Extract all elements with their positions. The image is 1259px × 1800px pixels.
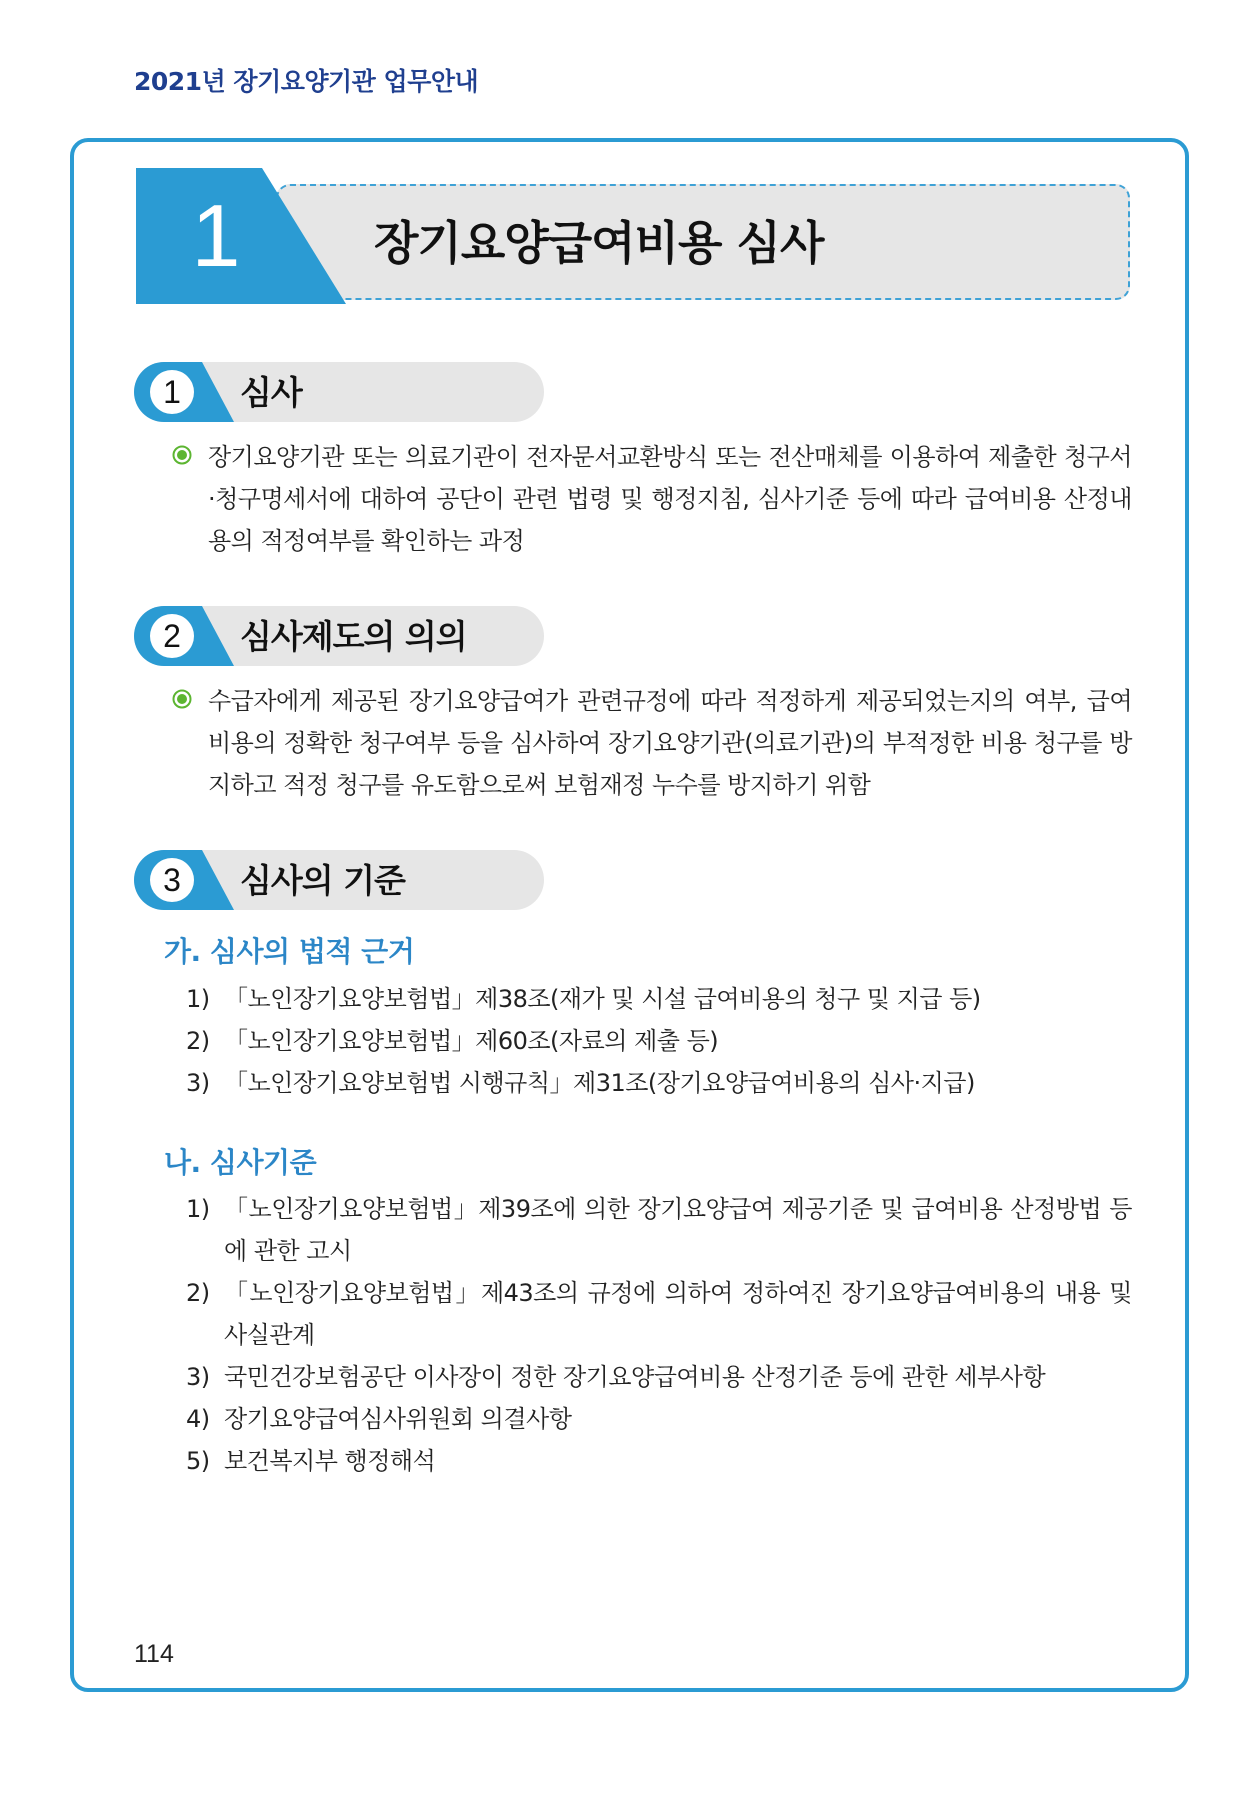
- section-heading-1: [134, 362, 544, 422]
- running-header: 2021년 장기요양기관 업무안내: [134, 67, 479, 96]
- paragraph-text: 장기요양기관 또는 의료기관이 전자문서교환방식 또는 전산매체를 이용하여 제출한 청구서·청구명세서에 대하여 공단이 관련 법령 및 행정지침, 심사기준 등에 따라 급여비용 산정내용의 적정여부를 확인하는 과정: [208, 443, 1132, 555]
- paragraph-text: 수급자에게 제공된 장기요양급여가 관련규정에 따라 적정하게 제공되었는지의 여부, 급여비용의 정확한 청구여부 등을 심사하여 장기요양기관(의료기관)의 부적정한 비용 청구를 방지하고 적정 청구를 유도함으로써 보험재정 누수를 방지하기 위함: [208, 687, 1132, 799]
- bullet-circle-icon: [172, 445, 192, 465]
- section-heading-3: [134, 850, 544, 910]
- section-number: 1: [150, 370, 194, 414]
- section-number: 2: [150, 614, 194, 658]
- list-item-text: 보건복지부 행정해석: [224, 1447, 436, 1475]
- chapter-number: 1: [191, 186, 241, 285]
- list-item-number: 3): [186, 1363, 210, 1391]
- list-item-number: 5): [186, 1447, 210, 1475]
- list-item-number: 1): [186, 1195, 210, 1223]
- list-item-text: 「노인장기요양보험법」제39조에 의한 장기요양급여 제공기준 및 급여비용 산정방법 등에 관한 고시: [224, 1195, 1132, 1265]
- section-title: 심사제도의 의의: [240, 617, 467, 656]
- section-heading-2: [134, 606, 544, 666]
- chapter-banner: [136, 168, 1132, 304]
- list-item-text: 「노인장기요양보험법 시행규칙」제31조(장기요양급여비용의 심사·지급): [224, 1069, 975, 1097]
- page-number: 114: [134, 1640, 174, 1668]
- list-item-text: 국민건강보험공단 이사장이 정한 장기요양급여비용 산정기준 등에 관한 세부사항: [224, 1363, 1046, 1391]
- list-item-text: 「노인장기요양보험법」제60조(자료의 제출 등): [224, 1027, 719, 1055]
- subsection-heading-review-criteria: 나. 심사기준: [164, 1146, 317, 1179]
- subsection-heading-legal-basis: 가. 심사의 법적 근거: [164, 935, 415, 968]
- list-item-number: 2): [186, 1027, 210, 1055]
- chapter-title: 장기요양급여비용 심사: [374, 216, 824, 270]
- bullet-circle-icon: [172, 689, 192, 709]
- list-item-text: 「노인장기요양보험법」제38조(재가 및 시설 급여비용의 청구 및 지급 등): [224, 985, 981, 1013]
- list-item-text: 장기요양급여심사위원회 의결사항: [224, 1405, 572, 1433]
- list-item-text: 「노인장기요양보험법」제43조의 규정에 의하여 정하여진 장기요양급여비용의 내용 및 사실관계: [224, 1279, 1132, 1349]
- section-title: 심사의 기준: [240, 861, 405, 900]
- section-title: 심사: [240, 373, 302, 412]
- section-number: 3: [150, 858, 194, 902]
- list-item-number: 4): [186, 1405, 210, 1433]
- list-item-number: 3): [186, 1069, 210, 1097]
- list-item-number: 2): [186, 1279, 210, 1307]
- list-item-number: 1): [186, 985, 210, 1013]
